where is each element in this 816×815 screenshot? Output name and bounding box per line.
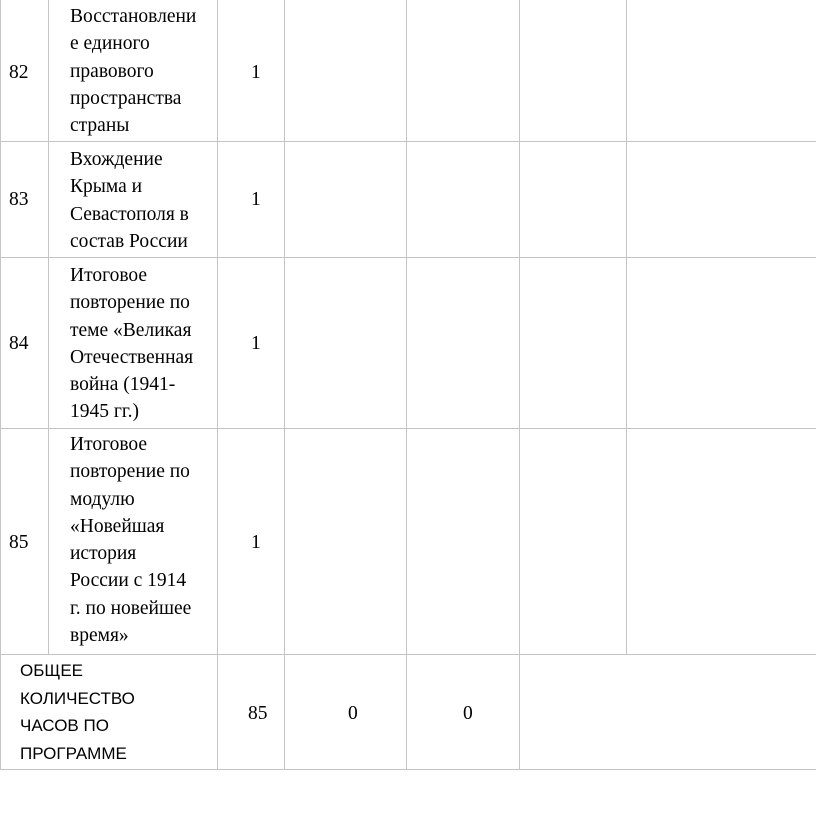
total-col4: 0 — [348, 703, 358, 724]
row-hours: 1 — [251, 189, 261, 210]
row-topic: Восстановлени е единого правового пространства страны — [70, 6, 197, 137]
row-divider — [0, 654, 816, 655]
row-divider — [0, 141, 816, 142]
column-divider — [406, 0, 407, 770]
row-number: 85 — [9, 532, 29, 553]
column-divider — [626, 0, 627, 655]
table-bottom-border — [0, 769, 816, 770]
row-hours: 1 — [251, 333, 261, 354]
row-topic: Итоговое повторение по теме «Великая Отечественная война (1941- 1945 гг.) — [70, 265, 194, 423]
column-divider — [519, 0, 520, 770]
total-label: ОБЩЕЕ КОЛИЧЕСТВО ЧАСОВ ПО ПРОГРАММЕ — [20, 661, 135, 763]
table-left-border — [0, 0, 1, 770]
column-divider — [217, 0, 218, 770]
total-col5: 0 — [463, 703, 473, 724]
total-hours: 85 — [248, 703, 268, 724]
row-divider — [0, 428, 816, 429]
row-number: 83 — [9, 189, 29, 210]
row-number: 84 — [9, 333, 29, 354]
row-hours: 1 — [251, 532, 261, 553]
row-topic: Итоговое повторение по модулю «Новейшая история России с 1914 г. по новейшее время» — [70, 434, 192, 647]
row-number: 82 — [9, 62, 29, 83]
row-topic: Вхождение Крыма и Севастополя в состав России — [70, 149, 189, 252]
column-divider — [48, 0, 49, 655]
column-divider — [284, 0, 285, 770]
row-divider — [0, 257, 816, 258]
row-hours: 1 — [251, 62, 261, 83]
